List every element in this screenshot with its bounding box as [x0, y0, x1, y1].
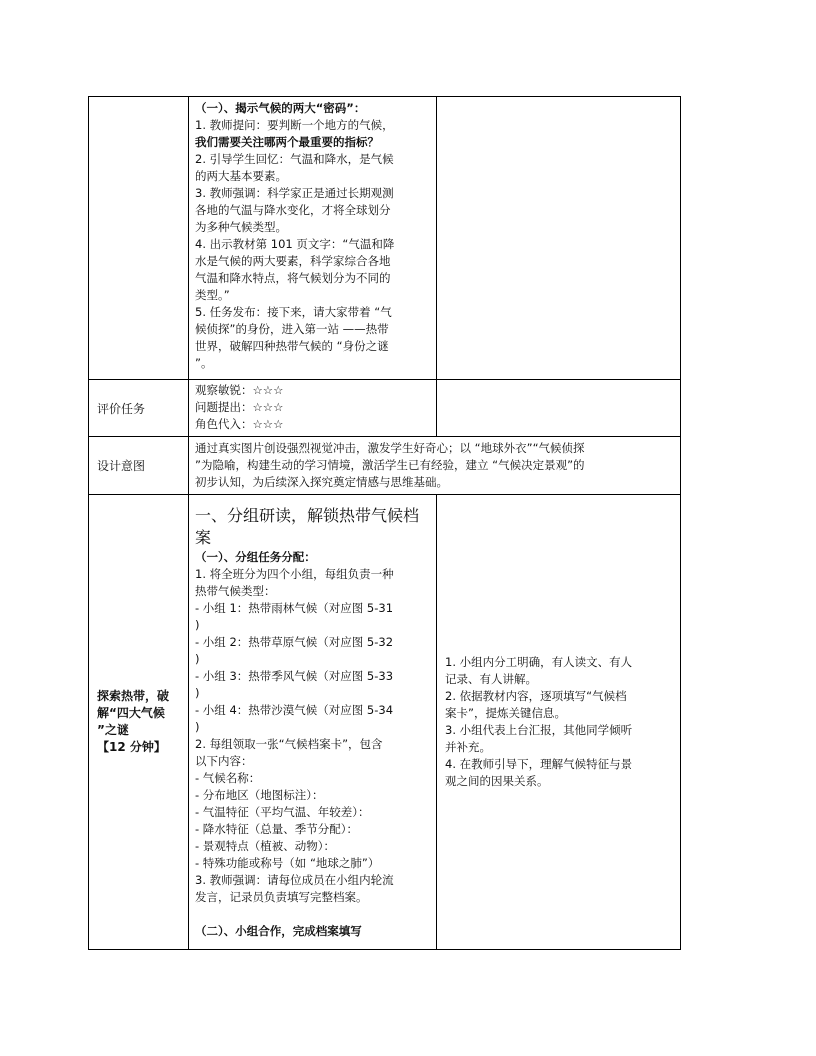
content-line: - 小组 4：热带沙漠气候（对应图 5-34: [195, 703, 394, 717]
rating-item: 角色代入：☆☆☆: [195, 417, 284, 431]
activity-label: [89, 495, 189, 950]
content-line: 我们需要关注哪两个最重要的指标？: [195, 135, 379, 149]
content-line: - 降水特征（总量、季节分配）：: [195, 822, 359, 836]
content-line: 并补充。: [445, 740, 491, 754]
subsection-heading: （二）、小组合作，完成档案填写: [195, 924, 362, 938]
content-line: 5. 任务发布：接下来，请大家带着 “气: [195, 305, 392, 319]
table-row-design-intent: [89, 437, 681, 495]
content-line: ): [195, 720, 200, 734]
activity-content-cell: [189, 495, 437, 950]
content-line: 的两大基本要素。: [195, 169, 287, 183]
content-line: 4. 出示教材第 101 页文字：“气温和降: [195, 237, 395, 251]
content-line: 2. 依据教材内容，逐项填写“气候档: [445, 689, 627, 703]
content-line: ): [195, 652, 200, 666]
subsection-heading: （一）、分组任务分配：: [195, 550, 316, 564]
row1-label-cell: [89, 97, 189, 380]
content-line: 世界，破解四种热带气候的 “身份之谜: [195, 339, 389, 353]
content-line: 初步认知，为后续深入探究奠定情感与思维基础。: [195, 475, 448, 489]
evaluation-content-cell: [189, 380, 437, 437]
content-line: - 小组 1：热带雨林气候（对应图 5-31: [195, 601, 394, 615]
content-line: 为多种气候类型。: [195, 220, 287, 234]
content-line: 以下内容：: [195, 754, 253, 768]
content-line: 3. 教师强调：请每位成员在小组内轮流: [195, 873, 394, 887]
content-line: - 气候名称：: [195, 771, 261, 785]
label-line: 【12 分钟】: [97, 740, 166, 754]
design-intent-label: 设计意图: [89, 437, 189, 495]
content-line: - 分布地区（地图标注）：: [195, 788, 324, 802]
content-line: 案卡”，提炼关键信息。: [445, 706, 566, 720]
section-title: 案: [195, 528, 212, 547]
content-line: - 特殊功能或称号（如 “地球之肺”）: [195, 856, 380, 870]
content-line: 通过真实图片创设强烈视觉冲击，激发学生好奇心；以 “地球外衣”“气候侦探: [195, 441, 585, 455]
section-title: 一、分组研读，解锁热带气候档: [195, 506, 420, 525]
content-line: 1. 将全班分为四个小组，每组负责一种: [195, 567, 394, 581]
label-line: 解“四大气候: [97, 706, 165, 720]
content-line: 各地的气温与降水变化，才将全球划分: [195, 203, 391, 217]
table-row-evaluation: [89, 380, 681, 437]
content-line: ): [195, 618, 200, 632]
lesson-plan-table: [88, 96, 681, 950]
rating-item: 观察敏锐：☆☆☆: [195, 383, 284, 397]
content-line: ): [195, 686, 200, 700]
evaluation-label: 评价任务: [89, 380, 189, 437]
content-line: ”为隐喻，构建生动的学习情境，激活学生已有经验，建立 “气候决定景观”的: [195, 458, 585, 472]
design-intent-content: [189, 437, 681, 495]
spacer: [195, 906, 430, 923]
content-line: 观之间的因果关系。: [445, 774, 549, 788]
label-line: ”之谜: [97, 723, 129, 737]
content-line: 1. 小组内分工明确，有人读文、有人: [445, 655, 633, 669]
content-line: ”。: [195, 356, 213, 370]
content-line: 3. 小组代表上台汇报，其他同学倾听: [445, 723, 633, 737]
content-line: 热带气候类型：: [195, 584, 276, 598]
content-line: 2. 引导学生回忆：气温和降水，是气候: [195, 152, 394, 166]
label-line: 探索热带，破: [97, 689, 170, 703]
content-line: 4. 在教师引导下，理解气候特征与景: [445, 757, 633, 771]
content-line: - 气温特征（平均气温、年较差）：: [195, 805, 370, 819]
content-line: 水是气候的两大要素，科学家综合各地: [195, 254, 391, 268]
content-line: 3. 教师强调：科学家正是通过长期观测: [195, 186, 394, 200]
content-line: - 小组 3：热带季风气候（对应图 5-33: [195, 669, 394, 683]
row1-right-cell: [437, 97, 681, 380]
rating-item: 问题提出：☆☆☆: [195, 400, 284, 414]
content-line: 记录、有人讲解。: [445, 672, 537, 686]
content-line: 2. 每组领取一张“气候档案卡”，包含: [195, 737, 383, 751]
content-line: 类型。”: [195, 288, 230, 302]
table-row-activity-1: [89, 97, 681, 380]
content-line: 1. 教师提问：要判断一个地方的气候，: [195, 118, 394, 132]
activity-right-cell: [437, 495, 681, 950]
content-line: 气温和降水特点，将气候划分为不同的: [195, 271, 391, 285]
section-heading: （一）、揭示气候的两大“密码”：: [195, 101, 366, 115]
content-line: 发言，记录员负责填写完整档案。: [195, 890, 368, 904]
evaluation-right-cell: [437, 380, 681, 437]
table-row-activity-2: [89, 495, 681, 950]
content-line: - 景观特点（植被、动物）：: [195, 839, 336, 853]
content-line: 候侦探”的身份，进入第一站 ——热带: [195, 322, 389, 336]
content-line: - 小组 2：热带草原气候（对应图 5-32: [195, 635, 394, 649]
row1-content-cell: [189, 97, 437, 380]
